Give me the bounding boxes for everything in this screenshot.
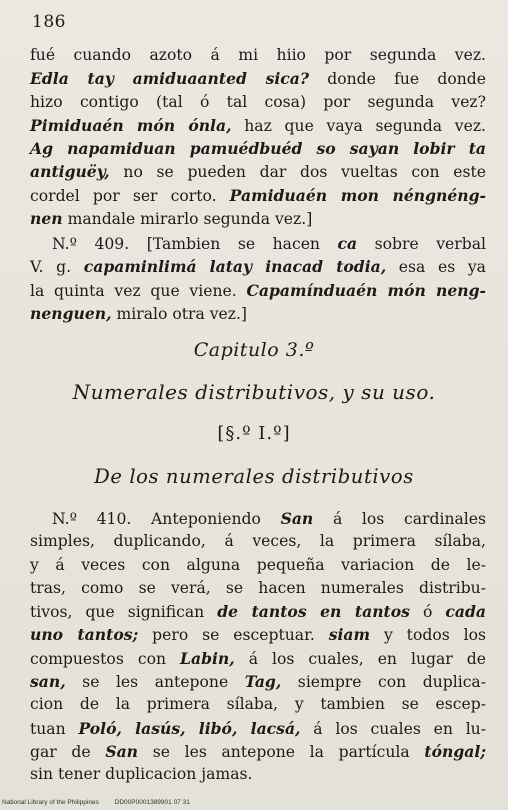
text-line <box>30 91 486 114</box>
text-run: compuestos con <box>30 649 181 668</box>
text-line <box>30 302 486 325</box>
italic-term: de tantos en tantos <box>217 602 410 622</box>
text-run: donde fue donde <box>309 70 486 89</box>
italic-term: antiguëy, <box>30 162 110 182</box>
text-run: y á veces con alguna pequeña variacion de le- <box>30 555 486 574</box>
italic-term: nenguen, <box>30 303 112 323</box>
text-run: no se pueden dar dos vueltas con este <box>109 163 486 182</box>
text-line <box>30 647 486 670</box>
italic-term: uno tantos; <box>30 625 139 645</box>
subsection-title: De los numerales distributivos <box>94 465 414 488</box>
text-run: á los cuales en lu- <box>300 719 486 738</box>
text-run: sobre verbal <box>357 235 486 253</box>
italic-term: tóngal; <box>424 741 487 761</box>
text-line <box>30 137 486 160</box>
italic-term: nen <box>30 209 63 229</box>
text-line <box>30 693 486 716</box>
paragraph-409 <box>30 232 486 325</box>
text-run: esa es ya <box>386 258 486 277</box>
italic-term: ca <box>337 234 358 253</box>
text-run: mandale mirarlo segunda vez.] <box>62 210 313 229</box>
italic-term: San <box>105 741 139 761</box>
paragraph-continuation <box>30 44 486 230</box>
text-line <box>30 507 486 530</box>
text-run: ó <box>409 603 446 622</box>
text-run: siempre con duplica- <box>281 673 486 692</box>
text-run: sin tener duplicacion jamas. <box>30 765 253 784</box>
text-run: se les antepone <box>65 673 245 692</box>
text-run: V. g. <box>30 258 84 277</box>
text-line <box>30 279 486 302</box>
text-line <box>30 67 486 90</box>
italic-term: Poló, lasús, libó, lacsá, <box>78 718 301 738</box>
text-line <box>30 717 486 740</box>
section-heading: [§.º I.º] <box>217 423 291 444</box>
text-run: á los cardinales <box>313 510 487 528</box>
italic-term: Tag, <box>244 672 282 692</box>
italic-term: Capamínduaén món neng- <box>246 280 486 300</box>
text-run: á los cuales, en lugar de <box>234 649 486 668</box>
text-run: N.º 410. Anteponiendo <box>52 510 281 528</box>
text-run: haz que vaya segunda vez. <box>231 116 486 135</box>
library-name: National Library of the Philippines <box>2 799 99 806</box>
text-line <box>30 554 486 577</box>
paragraph-410 <box>30 507 486 787</box>
text-line <box>30 207 486 230</box>
text-run: N.º 409. [Tambien se hacen <box>52 235 338 253</box>
text-line <box>30 44 486 67</box>
text-run: hizo contigo (tal ó tal cosa) por segunda vez? <box>30 92 486 111</box>
scan-footer <box>2 799 204 806</box>
italic-term: San <box>280 509 314 528</box>
italic-term: Labin, <box>180 648 235 668</box>
italic-term: capaminlimá latay inacad todia, <box>83 257 387 277</box>
text-run: la quinta vez que viene. <box>30 281 247 300</box>
italic-term: siam <box>328 625 371 645</box>
page-number: 186 <box>32 12 66 32</box>
scan-code: DD00P0001389901 07 31 <box>114 799 190 806</box>
chapter-title: Numerales distributivos, y su uso. <box>72 380 436 404</box>
text-line <box>30 184 486 207</box>
text-run: cordel por ser corto. <box>30 186 230 205</box>
text-run: miralo otra vez.] <box>111 304 248 323</box>
chapter-heading: Capitulo 3.º <box>193 339 315 361</box>
text-line <box>30 114 486 137</box>
text-line <box>30 160 486 183</box>
text-run: pero se esceptuar. <box>138 626 329 645</box>
italic-term: Pamiduaén mon néngnéng- <box>229 185 486 205</box>
text-run: tras, como se verá, se hacen numerales distribu- <box>30 578 486 597</box>
italic-term: cada <box>445 602 486 622</box>
italic-term: san, <box>30 672 66 692</box>
text-run: gar de <box>30 742 106 761</box>
text-run: tuan <box>30 719 79 738</box>
text-line <box>30 623 486 646</box>
text-line <box>30 255 486 278</box>
text-line <box>30 740 486 763</box>
text-run: y todos los <box>370 626 487 645</box>
text-line <box>30 232 486 255</box>
text-line <box>30 530 486 553</box>
text-line <box>30 763 486 786</box>
text-line <box>30 670 486 693</box>
italic-term: Edla tay amiduaanted sica? <box>30 69 310 89</box>
text-run: se les antepone la partícula <box>138 742 425 761</box>
text-line <box>30 577 486 600</box>
text-run: tivos, que significan <box>30 603 218 622</box>
text-run: cion de la primera sílaba, y tambien se escep- <box>30 695 486 714</box>
italic-term: Ag napamiduan pamuédbuéd so sayan lobir ta <box>30 139 486 159</box>
text-run: simples, duplicando, á veces, la primera sílaba, <box>30 532 486 551</box>
italic-term: Pimiduaén món ónla, <box>30 115 232 135</box>
text-run: fué cuando azoto á mi hiio por segunda vez. <box>30 46 486 64</box>
text-line <box>30 600 486 623</box>
